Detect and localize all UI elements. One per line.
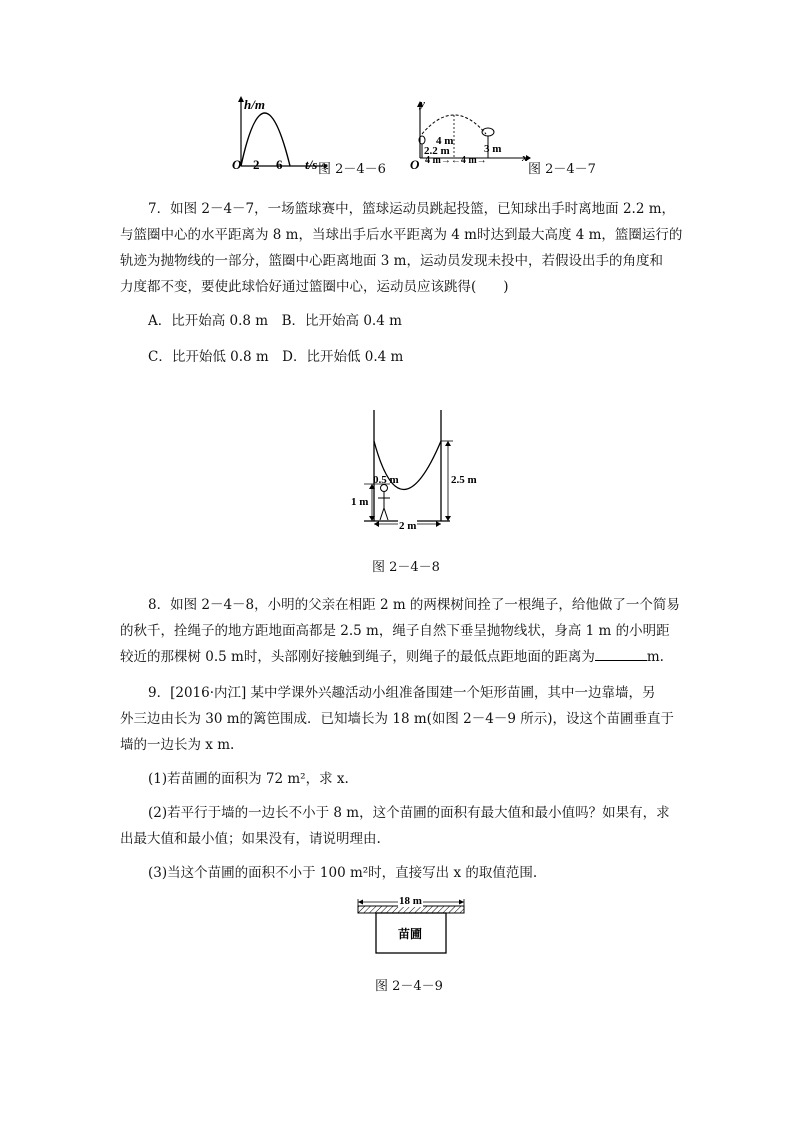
fig246-tick-2: 2: [253, 157, 260, 172]
fig247-label-2-2m: 2.2 m: [424, 145, 450, 157]
fig248-label-0-5m: 0.5 m: [373, 474, 399, 486]
q9-sub-1: (1)若苗圃的面积为 72 m²，求 x.: [148, 771, 349, 787]
figure-2-4-8: [350, 410, 470, 535]
q8-line-3-text: 较近的那棵树 0.5 m时，头部刚好接触到绳子，则绳子的最低点距地面的距离为: [120, 649, 595, 665]
fig247-label-4m: 4 m: [436, 135, 454, 147]
fig248-label-2-5m: 2.5 m: [451, 474, 477, 486]
fig249-wall-label: 18 m: [399, 895, 422, 907]
fig246-tick-6: 6: [276, 157, 283, 172]
fig249-caption: 图 2－4－9: [375, 979, 443, 994]
q8-line-1: 8．如图 2－4－8，小明的父亲在相距 2 m 的两棵树间拴了一根绳子，给他做了一个简易: [148, 597, 680, 613]
q9-line-1: 9．[2016·内江] 某中学课外兴趣活动小组准备围建一个矩形苗圃，其中一边靠墙，另: [148, 685, 656, 701]
fig247-x-label: x: [522, 152, 528, 164]
q9-sub-2-line-1: (2)若平行于墙的一边长不小于 8 m，这个苗圃的面积有最大值和最小值吗？如果有，求: [148, 805, 670, 821]
q7-options-cd: C．比开始低 0.8 m D．比开始低 0.4 m: [148, 349, 404, 365]
fig249-garden-label: 苗圃: [398, 927, 423, 941]
q9-sub-3: (3)当这个苗圃的面积不小于 100 m²时，直接写出 x 的取值范围.: [148, 865, 538, 881]
fig247-origin: O: [410, 157, 420, 172]
fig247-label-distance: 4 m→←4 m→: [425, 155, 487, 166]
q7-line-2: 与篮圈中心的水平距离为 8 m，当球出手后水平距离为 4 m时达到最大高度 4 m，篮圈运行的: [120, 227, 683, 243]
fig246-x-label: t/s: [305, 157, 318, 172]
fig248-label-1m: 1 m: [351, 496, 369, 508]
q8-line-2: 的秋千，拴绳子的地方距地面高都是 2.5 m，绳子自然下垂呈抛物线状，身高 1 m 的小明距: [120, 623, 670, 639]
q8-unit: m.: [646, 649, 664, 665]
q7-line-3: 轨迹为抛物线的一部分，篮圈中心距离地面 3 m，运动员发现未投中，若假设出手的角度和: [120, 253, 663, 269]
q7-options-ab: A．比开始高 0.8 m B．比开始高 0.4 m: [148, 313, 402, 329]
fig248-label-2m: 2 m: [399, 520, 417, 532]
q7-line-4: 力度都不变，要使此球恰好通过篮圈中心，运动员应该跳得( ): [120, 279, 509, 295]
q8-answer-blank: [595, 648, 647, 661]
q7-line-1: 7．如图 2－4－7，一场篮球赛中，篮球运动员跳起投篮，已知球出手时离地面 2.2 m，: [148, 201, 675, 217]
fig246-y-label: h/m: [244, 97, 265, 112]
q9-line-2: 外三边由长为 30 m的篱笆围成．已知墙长为 18 m(如图 2－4－9 所示)，设这个苗圃垂直于: [120, 711, 675, 727]
q9-sub-2-line-2: 出最大值和最小值；如果没有，请说明理由.: [120, 831, 381, 847]
fig247-label-3m: 3 m: [484, 143, 502, 155]
fig248-caption: 图 2－4－8: [372, 560, 440, 575]
fig246-origin: O: [232, 157, 242, 172]
fig247-caption: 图 2－4－7: [528, 162, 596, 177]
q9-line-3: 墙的一边长为 x m.: [120, 737, 235, 753]
fig247-y-label: y: [420, 98, 425, 110]
fig246-caption: 图 2－4－6: [318, 162, 386, 177]
q8-line-3: [120, 645, 664, 665]
